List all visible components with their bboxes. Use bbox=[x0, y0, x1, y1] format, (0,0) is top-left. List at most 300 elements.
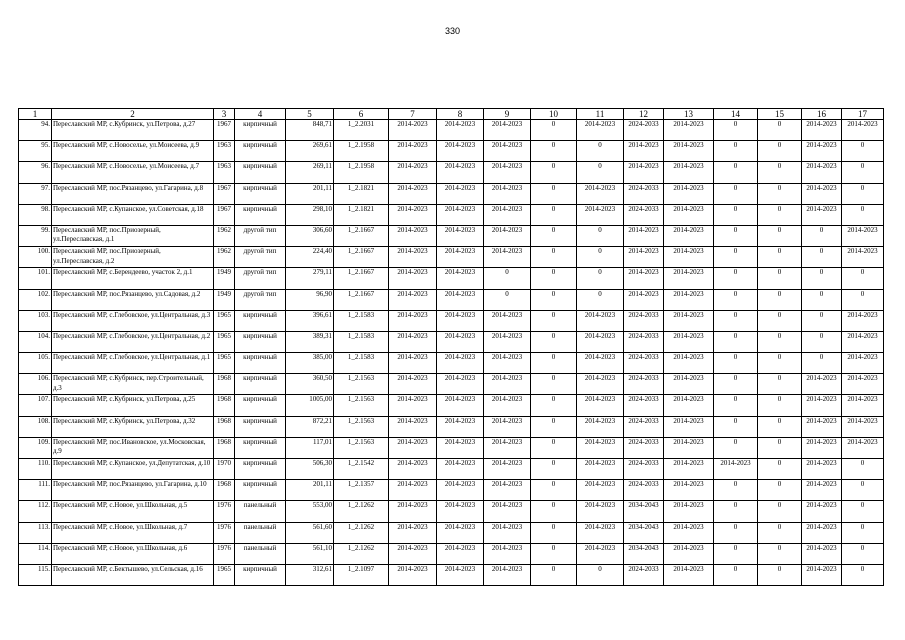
cell-address: Переславский МР, с.Новое, ул.Школьная, д.6 bbox=[52, 543, 214, 564]
cell-c14: 0 bbox=[714, 289, 758, 310]
cell-c17: 2014-2023 bbox=[842, 331, 884, 352]
cell-code: 1_2.1097 bbox=[334, 564, 389, 585]
cell-c17: 2014-2023 bbox=[842, 395, 884, 416]
table-row bbox=[19, 268, 884, 289]
cell-c12: 2014-2023 bbox=[624, 247, 664, 268]
cell-c17: 0 bbox=[842, 522, 884, 543]
table-row bbox=[19, 501, 884, 522]
cell-c15: 0 bbox=[758, 331, 802, 352]
cell-c15: 0 bbox=[758, 522, 802, 543]
cell-c11: 2014-2023 bbox=[577, 353, 624, 374]
cell-area: 312,61 bbox=[286, 564, 334, 585]
cell-c11: 2014-2023 bbox=[577, 522, 624, 543]
cell-c10: 0 bbox=[531, 141, 577, 162]
cell-build-year: 1967 bbox=[214, 120, 235, 141]
cell-c14: 0 bbox=[714, 437, 758, 458]
cell-area: 385,00 bbox=[286, 353, 334, 374]
cell-code: 1_2.1958 bbox=[334, 162, 389, 183]
cell-c7: 2014-2023 bbox=[389, 522, 437, 543]
cell-c7: 2014-2023 bbox=[389, 247, 437, 268]
cell-c13: 2014-2023 bbox=[664, 183, 714, 204]
cell-c13: 2014-2023 bbox=[664, 204, 714, 225]
cell-build-year: 1968 bbox=[214, 374, 235, 395]
cell-area: 224,40 bbox=[286, 247, 334, 268]
cell-c17: 0 bbox=[842, 564, 884, 585]
cell-c9: 2014-2023 bbox=[484, 459, 531, 480]
cell-address: Переславский МР, с.Глебовское, ул.Центральная, д.3 bbox=[52, 310, 214, 331]
cell-c7: 2014-2023 bbox=[389, 183, 437, 204]
cell-c15: 0 bbox=[758, 289, 802, 310]
header-row bbox=[19, 109, 884, 120]
column-header-8: 8 bbox=[437, 109, 484, 120]
cell-c11: 0 bbox=[577, 564, 624, 585]
cell-c9: 2014-2023 bbox=[484, 162, 531, 183]
cell-c16: 0 bbox=[802, 225, 842, 246]
cell-c7: 2014-2023 bbox=[389, 353, 437, 374]
cell-address: Переславский МР, с.Купанское, ул.Советская, д.18 bbox=[52, 204, 214, 225]
column-header-9: 9 bbox=[484, 109, 531, 120]
cell-c17: 2014-2023 bbox=[842, 225, 884, 246]
cell-c13: 2014-2023 bbox=[664, 522, 714, 543]
cell-c7: 2014-2023 bbox=[389, 120, 437, 141]
table-row bbox=[19, 331, 884, 352]
cell-c13: 2014-2023 bbox=[664, 268, 714, 289]
cell-address: Переславский МР, с.Берендеево, участок 2, д.1 bbox=[52, 268, 214, 289]
cell-c16: 2014-2023 bbox=[802, 162, 842, 183]
cell-c17: 2014-2023 bbox=[842, 437, 884, 458]
cell-c14: 0 bbox=[714, 331, 758, 352]
cell-address: Переславский МР, пос.Приозерный, ул.Переславская, д.1 bbox=[52, 225, 214, 246]
cell-c9: 2014-2023 bbox=[484, 395, 531, 416]
column-header-10: 10 bbox=[531, 109, 577, 120]
cell-row-number: 113. bbox=[19, 522, 52, 543]
cell-row-number: 104. bbox=[19, 331, 52, 352]
cell-c9: 2014-2023 bbox=[484, 437, 531, 458]
cell-address: Переславский МР, с.Кубринск, пер.Строительный, д.3 bbox=[52, 374, 214, 395]
column-header-17: 17 bbox=[842, 109, 884, 120]
cell-c7: 2014-2023 bbox=[389, 480, 437, 501]
cell-wall-material: панельный bbox=[235, 501, 286, 522]
cell-wall-material: кирпичный bbox=[235, 480, 286, 501]
cell-c17: 0 bbox=[842, 543, 884, 564]
cell-area: 306,60 bbox=[286, 225, 334, 246]
cell-c11: 2014-2023 bbox=[577, 120, 624, 141]
cell-c12: 2014-2023 bbox=[624, 289, 664, 310]
cell-code: 1_2.1583 bbox=[334, 353, 389, 374]
cell-wall-material: другой тип bbox=[235, 289, 286, 310]
cell-c10: 0 bbox=[531, 522, 577, 543]
cell-build-year: 1967 bbox=[214, 183, 235, 204]
cell-c10: 0 bbox=[531, 289, 577, 310]
cell-c12: 2024-2033 bbox=[624, 120, 664, 141]
cell-wall-material: другой тип bbox=[235, 268, 286, 289]
cell-build-year: 1965 bbox=[214, 331, 235, 352]
cell-wall-material: кирпичный bbox=[235, 120, 286, 141]
cell-c15: 0 bbox=[758, 564, 802, 585]
cell-c15: 0 bbox=[758, 268, 802, 289]
cell-c16: 2014-2023 bbox=[802, 183, 842, 204]
cell-c11: 2014-2023 bbox=[577, 416, 624, 437]
cell-address: Переславский МР, с.Новоселье, ул.Моисеева, д.7 bbox=[52, 162, 214, 183]
cell-c12: 2024-2033 bbox=[624, 480, 664, 501]
cell-c7: 2014-2023 bbox=[389, 543, 437, 564]
cell-c13: 2014-2023 bbox=[664, 501, 714, 522]
cell-c11: 0 bbox=[577, 141, 624, 162]
cell-c14: 0 bbox=[714, 501, 758, 522]
cell-c13: 2014-2023 bbox=[664, 459, 714, 480]
cell-c7: 2014-2023 bbox=[389, 374, 437, 395]
cell-c8: 2014-2023 bbox=[437, 374, 484, 395]
cell-c12: 2024-2033 bbox=[624, 374, 664, 395]
table-row bbox=[19, 543, 884, 564]
cell-c9: 2014-2023 bbox=[484, 183, 531, 204]
table-row bbox=[19, 395, 884, 416]
cell-code: 1_2.1262 bbox=[334, 543, 389, 564]
cell-c10: 0 bbox=[531, 543, 577, 564]
cell-c7: 2014-2023 bbox=[389, 459, 437, 480]
cell-c10: 0 bbox=[531, 416, 577, 437]
cell-code: 1_2.1563 bbox=[334, 416, 389, 437]
cell-c9: 0 bbox=[484, 289, 531, 310]
cell-build-year: 1970 bbox=[214, 459, 235, 480]
cell-c17: 2014-2023 bbox=[842, 310, 884, 331]
cell-c8: 2014-2023 bbox=[437, 141, 484, 162]
cell-area: 396,61 bbox=[286, 310, 334, 331]
cell-build-year: 1968 bbox=[214, 437, 235, 458]
cell-c14: 0 bbox=[714, 543, 758, 564]
cell-code: 1_2.1821 bbox=[334, 204, 389, 225]
cell-c12: 2024-2033 bbox=[624, 331, 664, 352]
cell-c16: 2014-2023 bbox=[802, 501, 842, 522]
column-header-6: 6 bbox=[334, 109, 389, 120]
cell-row-number: 105. bbox=[19, 353, 52, 374]
cell-c8: 2014-2023 bbox=[437, 204, 484, 225]
cell-c14: 0 bbox=[714, 310, 758, 331]
cell-c12: 2024-2033 bbox=[624, 310, 664, 331]
cell-c8: 2014-2023 bbox=[437, 268, 484, 289]
table-row bbox=[19, 522, 884, 543]
cell-address: Переславский МР, с.Новое, ул.Школьная, д.7 bbox=[52, 522, 214, 543]
column-header-14: 14 bbox=[714, 109, 758, 120]
cell-c16: 0 bbox=[802, 247, 842, 268]
cell-c14: 0 bbox=[714, 395, 758, 416]
cell-c10: 0 bbox=[531, 480, 577, 501]
cell-c13: 2014-2023 bbox=[664, 225, 714, 246]
cell-c9: 2014-2023 bbox=[484, 480, 531, 501]
cell-c15: 0 bbox=[758, 120, 802, 141]
cell-row-number: 99. bbox=[19, 225, 52, 246]
cell-address: Переславский МР, с.Купанское, ул.Депутатская, д.10 bbox=[52, 459, 214, 480]
cell-c11: 2014-2023 bbox=[577, 310, 624, 331]
cell-c8: 2014-2023 bbox=[437, 289, 484, 310]
cell-c11: 0 bbox=[577, 225, 624, 246]
cell-c14: 0 bbox=[714, 162, 758, 183]
cell-code: 1_2.1262 bbox=[334, 501, 389, 522]
cell-c15: 0 bbox=[758, 437, 802, 458]
cell-c7: 2014-2023 bbox=[389, 564, 437, 585]
cell-address: Переславский МР, пос.Рязанцево, ул.Гагарина, д.8 bbox=[52, 183, 214, 204]
cell-c8: 2014-2023 bbox=[437, 543, 484, 564]
cell-c12: 2014-2023 bbox=[624, 141, 664, 162]
cell-c13: 2014-2023 bbox=[664, 331, 714, 352]
cell-area: 360,50 bbox=[286, 374, 334, 395]
cell-area: 201,11 bbox=[286, 480, 334, 501]
cell-c16: 2014-2023 bbox=[802, 395, 842, 416]
cell-c15: 0 bbox=[758, 183, 802, 204]
cell-row-number: 95. bbox=[19, 141, 52, 162]
cell-c9: 0 bbox=[484, 268, 531, 289]
cell-code: 1_2.1667 bbox=[334, 247, 389, 268]
cell-row-number: 110. bbox=[19, 459, 52, 480]
cell-c17: 0 bbox=[842, 289, 884, 310]
cell-c17: 0 bbox=[842, 480, 884, 501]
cell-c8: 2014-2023 bbox=[437, 480, 484, 501]
cell-c17: 2014-2023 bbox=[842, 353, 884, 374]
cell-wall-material: панельный bbox=[235, 522, 286, 543]
cell-c16: 0 bbox=[802, 310, 842, 331]
cell-c11: 2014-2023 bbox=[577, 331, 624, 352]
cell-c14: 0 bbox=[714, 120, 758, 141]
cell-c15: 0 bbox=[758, 395, 802, 416]
cell-c8: 2014-2023 bbox=[437, 416, 484, 437]
cell-row-number: 101. bbox=[19, 268, 52, 289]
cell-code: 1_2.2031 bbox=[334, 120, 389, 141]
cell-wall-material: кирпичный bbox=[235, 204, 286, 225]
cell-wall-material: кирпичный bbox=[235, 564, 286, 585]
cell-c8: 2014-2023 bbox=[437, 225, 484, 246]
cell-build-year: 1968 bbox=[214, 416, 235, 437]
cell-area: 96,90 bbox=[286, 289, 334, 310]
cell-c16: 2014-2023 bbox=[802, 141, 842, 162]
cell-c15: 0 bbox=[758, 225, 802, 246]
cell-c7: 2014-2023 bbox=[389, 268, 437, 289]
table-row bbox=[19, 225, 884, 246]
cell-row-number: 112. bbox=[19, 501, 52, 522]
cell-c10: 0 bbox=[531, 459, 577, 480]
cell-c8: 2014-2023 bbox=[437, 120, 484, 141]
cell-c7: 2014-2023 bbox=[389, 437, 437, 458]
cell-c13: 2014-2023 bbox=[664, 395, 714, 416]
cell-c9: 2014-2023 bbox=[484, 331, 531, 352]
cell-c10: 0 bbox=[531, 331, 577, 352]
cell-address: Переславский МР, с.Новоселье, ул.Моисеева, д.9 bbox=[52, 141, 214, 162]
table-row bbox=[19, 564, 884, 585]
cell-wall-material: другой тип bbox=[235, 247, 286, 268]
cell-c14: 0 bbox=[714, 141, 758, 162]
table-row bbox=[19, 374, 884, 395]
cell-c10: 0 bbox=[531, 225, 577, 246]
cell-c14: 0 bbox=[714, 353, 758, 374]
cell-area: 561,10 bbox=[286, 543, 334, 564]
cell-code: 1_2.1821 bbox=[334, 183, 389, 204]
cell-c11: 0 bbox=[577, 289, 624, 310]
column-header-2: 2 bbox=[52, 109, 214, 120]
table-row bbox=[19, 247, 884, 268]
cell-c7: 2014-2023 bbox=[389, 141, 437, 162]
cell-area: 848,71 bbox=[286, 120, 334, 141]
cell-c14: 2014-2023 bbox=[714, 459, 758, 480]
cell-c11: 2014-2023 bbox=[577, 501, 624, 522]
cell-address: Переславский МР, пос.Ивановское, ул.Московская, д.9 bbox=[52, 437, 214, 458]
cell-code: 1_2.1357 bbox=[334, 480, 389, 501]
column-header-4: 4 bbox=[235, 109, 286, 120]
cell-c12: 2024-2033 bbox=[624, 353, 664, 374]
cell-build-year: 1965 bbox=[214, 310, 235, 331]
cell-c13: 2014-2023 bbox=[664, 141, 714, 162]
table-row bbox=[19, 120, 884, 141]
cell-build-year: 1962 bbox=[214, 247, 235, 268]
cell-c11: 2014-2023 bbox=[577, 204, 624, 225]
cell-c10: 0 bbox=[531, 437, 577, 458]
cell-c7: 2014-2023 bbox=[389, 310, 437, 331]
cell-c16: 2014-2023 bbox=[802, 522, 842, 543]
cell-c8: 2014-2023 bbox=[437, 310, 484, 331]
cell-row-number: 102. bbox=[19, 289, 52, 310]
table-row bbox=[19, 141, 884, 162]
cell-c12: 2024-2033 bbox=[624, 437, 664, 458]
cell-address: Переславский МР, с.Кубринск, ул.Петрова, д.27 bbox=[52, 120, 214, 141]
cell-c7: 2014-2023 bbox=[389, 501, 437, 522]
cell-code: 1_2.1563 bbox=[334, 395, 389, 416]
cell-c7: 2014-2023 bbox=[389, 289, 437, 310]
cell-build-year: 1976 bbox=[214, 522, 235, 543]
cell-c17: 0 bbox=[842, 141, 884, 162]
cell-address: Переславский МР, с.Кубринск, ул.Петрова, д.32 bbox=[52, 416, 214, 437]
cell-wall-material: панельный bbox=[235, 543, 286, 564]
cell-c15: 0 bbox=[758, 416, 802, 437]
cell-address: Переславский МР, с.Бектышево, ул.Сельская, д.16 bbox=[52, 564, 214, 585]
cell-c17: 2014-2023 bbox=[842, 247, 884, 268]
cell-c9: 2014-2023 bbox=[484, 225, 531, 246]
column-header-3: 3 bbox=[214, 109, 235, 120]
cell-c10: 0 bbox=[531, 183, 577, 204]
cell-code: 1_2.1583 bbox=[334, 310, 389, 331]
cell-c8: 2014-2023 bbox=[437, 331, 484, 352]
cell-c16: 2014-2023 bbox=[802, 564, 842, 585]
cell-c13: 2014-2023 bbox=[664, 374, 714, 395]
cell-row-number: 115. bbox=[19, 564, 52, 585]
cell-wall-material: кирпичный bbox=[235, 162, 286, 183]
cell-c14: 0 bbox=[714, 183, 758, 204]
cell-build-year: 1965 bbox=[214, 564, 235, 585]
cell-c17: 0 bbox=[842, 204, 884, 225]
cell-area: 506,30 bbox=[286, 459, 334, 480]
table-row bbox=[19, 480, 884, 501]
cell-c9: 2014-2023 bbox=[484, 374, 531, 395]
cell-c10: 0 bbox=[531, 395, 577, 416]
column-header-5: 5 bbox=[286, 109, 334, 120]
cell-code: 1_2.1262 bbox=[334, 522, 389, 543]
cell-c9: 2014-2023 bbox=[484, 564, 531, 585]
cell-c9: 2014-2023 bbox=[484, 120, 531, 141]
cell-area: 389,31 bbox=[286, 331, 334, 352]
cell-c13: 2014-2023 bbox=[664, 416, 714, 437]
cell-c12: 2014-2023 bbox=[624, 225, 664, 246]
cell-c11: 2014-2023 bbox=[577, 437, 624, 458]
page-number: 330 bbox=[444, 26, 461, 36]
cell-build-year: 1976 bbox=[214, 543, 235, 564]
cell-wall-material: кирпичный bbox=[235, 416, 286, 437]
cell-row-number: 109. bbox=[19, 437, 52, 458]
cell-c13: 2014-2023 bbox=[664, 162, 714, 183]
cell-code: 1_2.1958 bbox=[334, 141, 389, 162]
cell-c11: 2014-2023 bbox=[577, 374, 624, 395]
cell-code: 1_2.1667 bbox=[334, 289, 389, 310]
cell-c14: 0 bbox=[714, 268, 758, 289]
cell-code: 1_2.1563 bbox=[334, 437, 389, 458]
cell-c17: 0 bbox=[842, 162, 884, 183]
cell-row-number: 111. bbox=[19, 480, 52, 501]
cell-c16: 2014-2023 bbox=[802, 120, 842, 141]
cell-c16: 2014-2023 bbox=[802, 459, 842, 480]
cell-c8: 2014-2023 bbox=[437, 437, 484, 458]
cell-c10: 0 bbox=[531, 268, 577, 289]
cell-area: 561,60 bbox=[286, 522, 334, 543]
cell-address: Переславский МР, пос.Приозерный, ул.Переславская, д.2 bbox=[52, 247, 214, 268]
cell-area: 279,11 bbox=[286, 268, 334, 289]
cell-row-number: 107. bbox=[19, 395, 52, 416]
cell-c14: 0 bbox=[714, 564, 758, 585]
cell-c16: 2014-2023 bbox=[802, 204, 842, 225]
cell-c13: 2014-2023 bbox=[664, 310, 714, 331]
cell-address: Переславский МР, с.Глебовское, ул.Центральная, д.1 bbox=[52, 353, 214, 374]
cell-c13: 2014-2023 bbox=[664, 353, 714, 374]
cell-c16: 0 bbox=[802, 353, 842, 374]
cell-c14: 0 bbox=[714, 374, 758, 395]
column-header-11: 11 bbox=[577, 109, 624, 120]
cell-c11: 2014-2023 bbox=[577, 183, 624, 204]
cell-row-number: 96. bbox=[19, 162, 52, 183]
cell-code: 1_2.1667 bbox=[334, 225, 389, 246]
cell-wall-material: кирпичный bbox=[235, 437, 286, 458]
cell-area: 872,21 bbox=[286, 416, 334, 437]
cell-wall-material: кирпичный bbox=[235, 459, 286, 480]
cell-build-year: 1976 bbox=[214, 501, 235, 522]
column-header-15: 15 bbox=[758, 109, 802, 120]
column-header-16: 16 bbox=[802, 109, 842, 120]
table-row bbox=[19, 183, 884, 204]
table-row bbox=[19, 162, 884, 183]
cell-row-number: 98. bbox=[19, 204, 52, 225]
cell-c10: 0 bbox=[531, 374, 577, 395]
table-row bbox=[19, 204, 884, 225]
cell-c16: 0 bbox=[802, 331, 842, 352]
cell-c17: 2014-2023 bbox=[842, 120, 884, 141]
cell-c9: 2014-2023 bbox=[484, 501, 531, 522]
cell-c10: 0 bbox=[531, 564, 577, 585]
cell-c17: 0 bbox=[842, 501, 884, 522]
cell-c11: 0 bbox=[577, 268, 624, 289]
cell-c14: 0 bbox=[714, 522, 758, 543]
cell-address: Переславский МР, с.Новое, ул.Школьная, д.5 bbox=[52, 501, 214, 522]
cell-c12: 2034-2043 bbox=[624, 543, 664, 564]
column-header-7: 7 bbox=[389, 109, 437, 120]
cell-c15: 0 bbox=[758, 247, 802, 268]
cell-c13: 2014-2023 bbox=[664, 247, 714, 268]
cell-c13: 2014-2023 bbox=[664, 120, 714, 141]
cell-c8: 2014-2023 bbox=[437, 522, 484, 543]
cell-row-number: 100. bbox=[19, 247, 52, 268]
cell-c11: 2014-2023 bbox=[577, 459, 624, 480]
cell-c17: 0 bbox=[842, 268, 884, 289]
cell-c15: 0 bbox=[758, 141, 802, 162]
cell-c15: 0 bbox=[758, 162, 802, 183]
cell-c11: 0 bbox=[577, 162, 624, 183]
cell-c15: 0 bbox=[758, 501, 802, 522]
cell-c15: 0 bbox=[758, 204, 802, 225]
table-row bbox=[19, 289, 884, 310]
cell-wall-material: кирпичный bbox=[235, 331, 286, 352]
